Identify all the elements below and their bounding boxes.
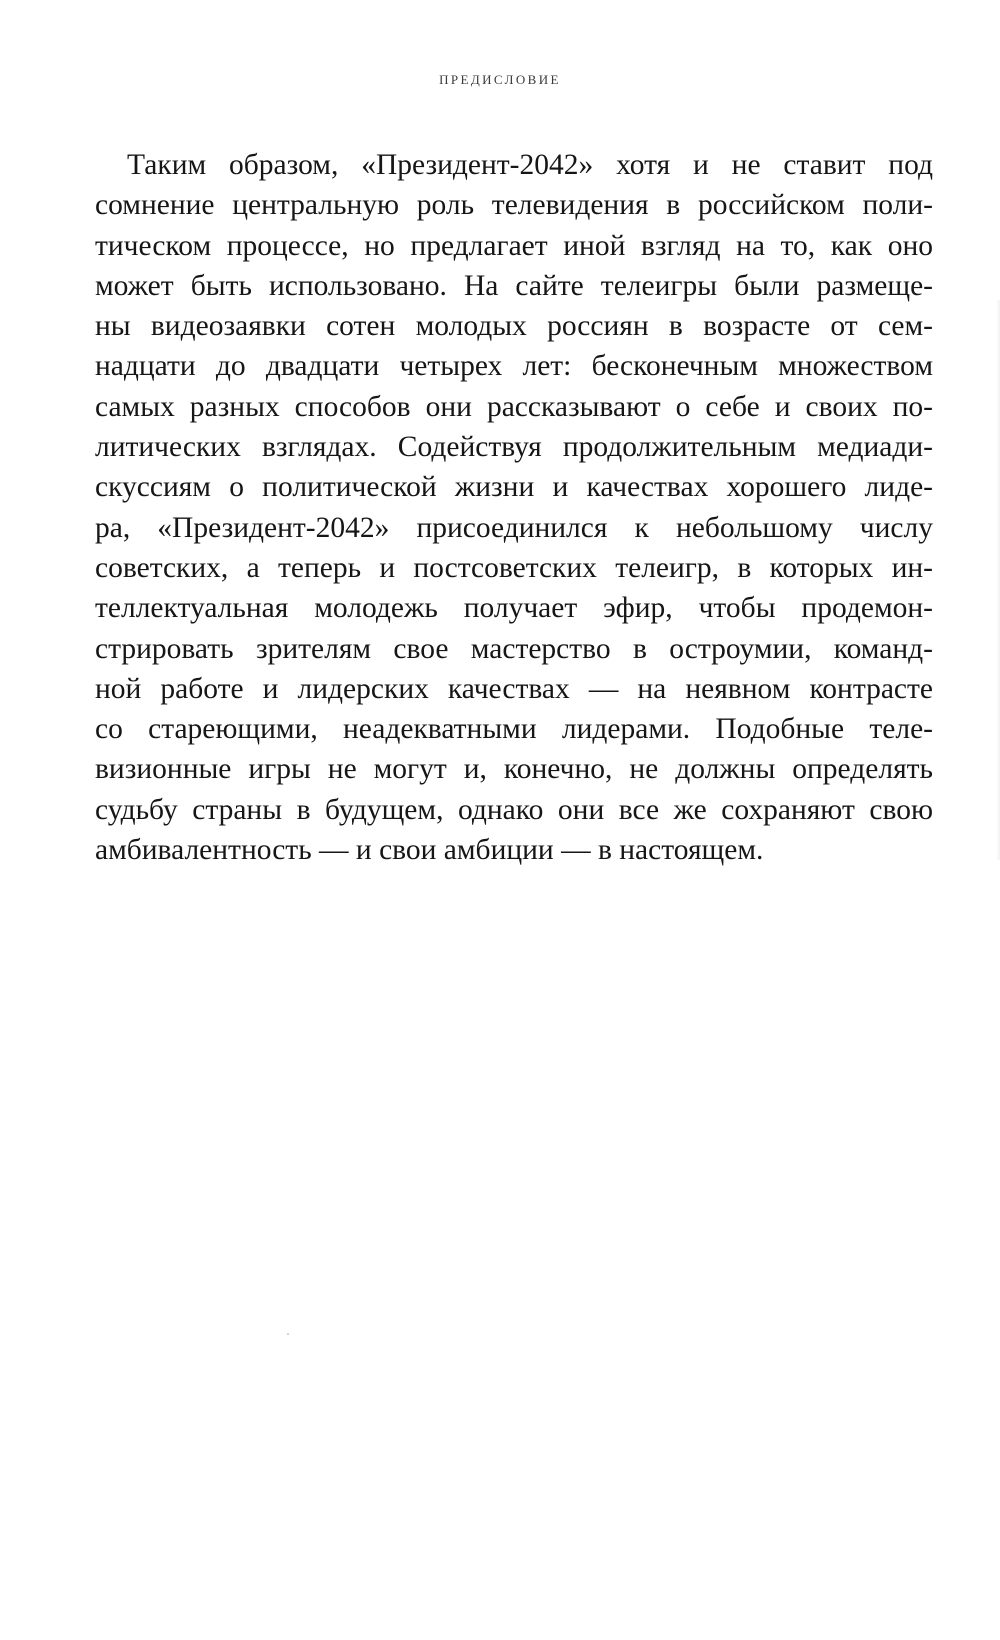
text-line: ной работе и лидерских качествах — на неявном контрасте [95, 672, 933, 705]
text-line: Таким образом, «Президент-2042» хотя и не ставит под [127, 149, 933, 181]
text-line: визионные игры не могут и, конечно, не должны определять [95, 753, 933, 786]
text-line: теллектуальная молодежь получает эфир, чтобы продемон- [95, 592, 933, 625]
text-line: надцати до двадцати четырех лет: бесконечным множеством [95, 350, 933, 383]
text-line: ра, «Президент-2042» присоединился к небольшому числу [95, 511, 933, 544]
page-edge-shadow [996, 300, 1000, 860]
text-line: самых разных способов они рассказывают о себе и своих по- [95, 390, 933, 423]
text-line: ны видеозаявки сотен молодых россиян в возрасте от сем- [95, 310, 933, 343]
text-line: стрировать зрителям свое мастерство в остроумии, команд- [95, 632, 933, 665]
text-line: амбивалентность — и свои амбиции — в настоящем. [95, 834, 764, 867]
running-head: ПРЕДИСЛОВИЕ [439, 72, 561, 87]
scan-speck [287, 1333, 289, 1335]
text-line: сомнение центральную роль телевидения в российском поли- [95, 189, 933, 222]
text-line: советских, а теперь и постсоветских телеигр, в которых ин- [95, 551, 933, 584]
text-line: может быть использовано. На сайте телеигры были размеще- [95, 269, 933, 302]
text-line: тическом процессе, но предлагает иной взгляд на то, как оно [95, 229, 933, 262]
body-paragraph [95, 145, 933, 870]
text-line: судьбу страны в будущем, однако они все же сохраняют свою [95, 793, 933, 826]
text-line: скуссиям о политической жизни и качествах хорошего лиде- [95, 471, 933, 504]
text-line: литических взглядах. Содействуя продолжительным медиади- [95, 431, 933, 464]
text-line: со стареющими, неадекватными лидерами. Подобные теле- [95, 713, 933, 746]
